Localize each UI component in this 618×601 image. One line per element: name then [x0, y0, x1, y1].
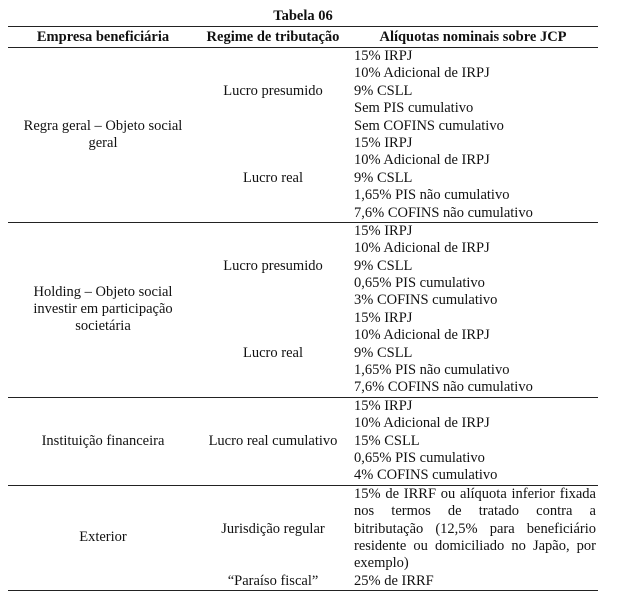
regime-cell: Lucro presumido [223, 257, 323, 274]
rate-line: 1,65% PIS não cumulativo [354, 362, 510, 379]
regime-row [198, 135, 598, 222]
header-company: Empresa beneficiária [36, 29, 170, 45]
rate-line: 1,65% PIS não cumulativo [354, 187, 510, 204]
rates-cell [348, 398, 598, 485]
rate-line: 0,65% PIS cumulativo [354, 275, 485, 292]
table-group [8, 223, 598, 398]
table-header [8, 27, 598, 48]
rate-line: 9% CSLL [354, 169, 413, 186]
table-group [8, 486, 598, 591]
rate-line: 9% CSLL [354, 82, 413, 99]
rate-line: 10% Adicional de IRPJ [354, 327, 490, 344]
rate-line: 15% IRPJ [354, 222, 413, 239]
rate-line: 25% de IRRF [354, 572, 434, 589]
rate-paragraph: 15% de IRRF ou alíquota inferior fixada nos termos de tratado contra a bitributação (12,5% para beneficiário residente ou domiciliado no Japão, por exemplo) [354, 485, 596, 572]
regime-cell: Jurisdição regular [221, 520, 325, 537]
company-cell: Exterior [79, 529, 127, 546]
rates-cell [348, 135, 598, 222]
rate-line: 15% IRPJ [354, 309, 413, 326]
rates-cell [348, 310, 598, 397]
rate-line: 10% Adicional de IRPJ [354, 152, 490, 169]
rate-line: Sem COFINS cumulativo [354, 117, 504, 134]
rates-cell [348, 223, 598, 310]
rate-line: Sem PIS cumulativo [354, 100, 474, 117]
header-regime: Regime de tributação [206, 29, 340, 45]
rate-line: 4% COFINS cumulativo [354, 467, 498, 484]
rate-line: 15% IRPJ [354, 134, 413, 151]
table-group [8, 48, 598, 223]
company-cell: Instituição financeira [41, 432, 165, 449]
regime-row [198, 223, 598, 310]
rate-line: 7,6% COFINS não cumulativo [354, 204, 533, 221]
rate-line: 15% IRPJ [354, 397, 413, 414]
table-title: Tabela 06 [8, 6, 598, 27]
rate-line: 10% Adicional de IRPJ [354, 415, 490, 432]
company-cell: Regra geral – Objeto social geral [23, 117, 183, 151]
regime-cell: Lucro real [243, 344, 303, 361]
rate-line: 15% IRPJ [354, 48, 413, 64]
regime-cell: Lucro presumido [223, 82, 323, 99]
rate-line: 10% Adicional de IRPJ [354, 240, 490, 257]
rate-line: 9% CSLL [354, 257, 413, 274]
header-rates: Alíquotas nominais sobre JCP [379, 29, 567, 45]
rates-cell [348, 573, 598, 590]
rate-line: 0,65% PIS cumulativo [354, 449, 485, 466]
table-group [8, 398, 598, 486]
rate-line: 15% CSLL [354, 432, 420, 449]
rate-line: 10% Adicional de IRPJ [354, 65, 490, 82]
jcp-table [8, 6, 598, 591]
regime-row [198, 310, 598, 397]
rate-line: 7,6% COFINS não cumulativo [354, 379, 533, 396]
rate-line: 9% CSLL [354, 344, 413, 361]
regime-row [198, 398, 598, 485]
regime-row [198, 573, 598, 590]
company-cell: Holding – Objeto social investir em participação societária [33, 284, 173, 335]
rates-cell [348, 48, 598, 135]
regime-cell: Lucro real cumulativo [208, 432, 338, 449]
rate-line: 3% COFINS cumulativo [354, 292, 498, 309]
regime-cell: “Paraíso fiscal” [227, 572, 319, 589]
regime-cell: Lucro real [243, 169, 303, 186]
rates-cell [348, 486, 598, 573]
regime-row [198, 48, 598, 135]
regime-row [198, 486, 598, 573]
